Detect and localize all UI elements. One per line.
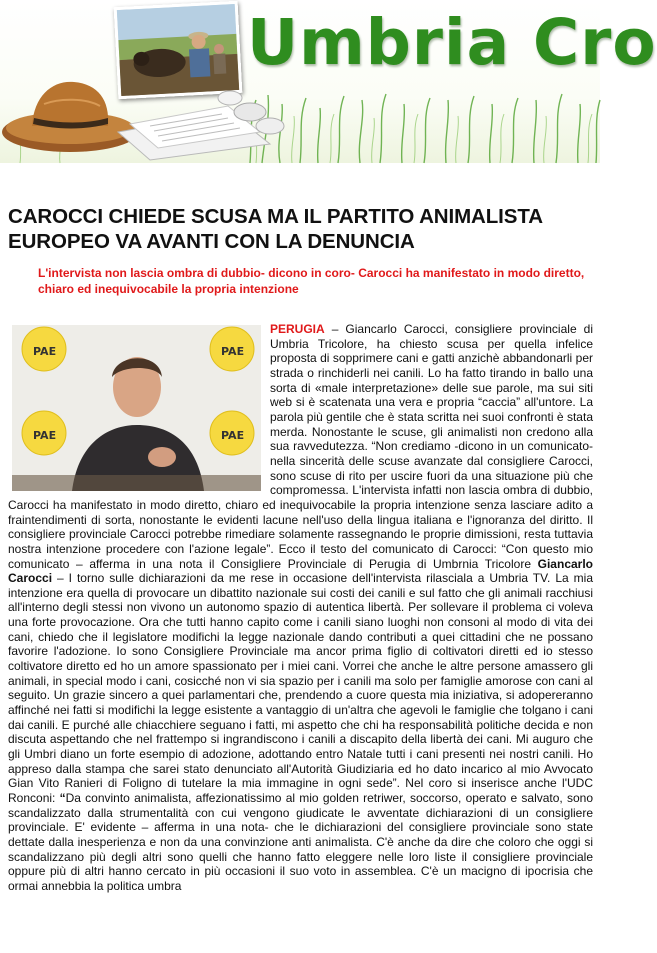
newspaper-pile-icon (110, 82, 290, 160)
pae-logo-left-bottom (22, 411, 66, 455)
quote-mark: “ (59, 791, 66, 805)
article-subhead: L'intervista non lascia ombra di dubbio- dicono in coro- Carocci ha manifestato in modo diretto, chiaro ed inequivocabile la propria intenzione (38, 266, 585, 296)
article-photo (12, 325, 261, 491)
dateline: PERUGIA (270, 322, 325, 336)
paragraph-text-2: – I torno sulle dichiarazioni da me rese in occasione dell'intervista rilasciala a Umbria TV. La mia intenzione era quella di provocare un dibattito nazionale sui costi dei canili e sul fatto che gli animali racchiusi all'interno degli stessi non vivono un autonomo spazio di autentica libertà. Per sollevare il problema ci voleva una forte provocazione. Ora che tutti hanno capito come i canili siano luoghi non consoni al modo di vita dei cani, chiedo che il legislatore modifichi la legge nazionale dando contributi a quei cittadini che ne possano favorire l'adozione. Io sono Consigliere Provinciale ma ancor prima figlio di coltivatori diretti ed io stesso coltivatore diretto ed ho un amore spassionato per i miei cani. Vorrei che anche le altre persone amassero gli animali, in special modo i cani, cosicché non vi sia spazio per i canili ma solo per famiglie amorose con cani al seguito. Un grazie sincero a quei parlamentari che, prendendo a cuore questa mia iniziativa, si adopereranno affinché nei fatti si modifichi la legge esistente a vantaggio di un'altra che agevoli le famiglie che tolgano i cani dai canili. E purché alle chiacchiere seguano i fatti, mi aspetto che chi ha responsabilità politiche decida e non discuta aspettando che nel frattempo si ingrandiscono i canili a discapito della libertà dei cani. Mi auguro che gli Umbri diano un forte esempio di adozione, adottando entro Natale tutti i cani presenti nei nostri canili. Ho appreso dalla stampa che sarei stato denunciato all'Autorità Giudiziaria ed ho dato incarico al mio Avvocato Gian Vito Ranieri di Foligno di tutelare la mia immagine in ogni sede”. Nel coro si inserisce anche l'UDC Ronconi: (8, 571, 593, 805)
site-brand[interactable]: Umbria Cro (247, 6, 657, 79)
article-body (8, 322, 593, 894)
press-conference-photo (12, 325, 261, 491)
pae-logo-right-top (210, 327, 254, 371)
pae-logo-right-bottom (210, 411, 254, 455)
paragraph-text-3: Da convinto animalista, affezionatissimo al mio golden retriwer, soccorso, operato e salvato, sono scandalizzato dalla strumentalità con cui vengono giudicate le avventate dichiarazioni di un consigliere provinciale. E' evidente – afferma in una nota- che le dichiarazioni del consigliere provinciale sono state dettate dalla inesperienza e non da una convinzione anti animalista. C'è anche da dire che coloro che oggi si scandalizzano più degli altri sono quelli che hanno fatto eleggere nelle loro liste il consigliere provinciale oppure più di altri hanno cercato in più occasioni il suo voto in assemblea. C'è un macigno di ipocrisia che ormai annebbia la politica umbra (8, 791, 593, 893)
svg-text:PAE: PAE (33, 429, 57, 442)
quoted-name: Giancarlo Carocci (8, 556, 593, 586)
header-banner (0, 0, 657, 163)
svg-text:PAE: PAE (221, 429, 245, 442)
svg-text:PAE: PAE (33, 345, 57, 358)
article-headline: CAROCCI CHIEDE SCUSA MA IL PARTITO ANIMALISTA EUROPEO VA AVANTI CON LA DENUNCIA (8, 205, 543, 253)
svg-text:PAE: PAE (221, 345, 245, 358)
pae-logo-left-top (22, 327, 66, 371)
paragraph-text-1: – Giancarlo Carocci, consigliere provinciale di Umbria Tricolore, ha chiesto scusa per quella infelice proposta di sopprimere cani e gatti anzichè abbandonarli per strada o rinchiderli nei canili. Lo ha fatto tirando in ballo una sorta di «male interpretazione» delle sue parole, ma sui siti web si è scatenata una vera e propria “caccia” all'untore. La parola più gentile che è stata scritta nei suoi confronti è stata merda. Nonostante le scuse, gli animalisti non credono alla sua ravvedutezza. “Non crediamo -dicono in un comunicato- nella sincerità delle scuse avanzate dal consigliere Carocci, sono scuse di rito per uscire fuori da una situazione più che compromessa. L'intervista infatti non lascia ombra di dubbio, Carocci ha manifestato in modo diretto, chiaro ed inequivocabile la propria intenzione senza lasciare adito a fraintendimenti di sorta, nonostante le evidenti lacune nell'uso della lingua italiana e l'ignoranza del diritto. Il consigliere provinciale Carocci potrebbe rimediare solamente rassegnando le proprie dimissioni, resta tuttavia nostra intenzione procedere con l'azione legale”. Ecco il testo del comunicato di Carocci: “Con questo mio comunicato – afferma in una nota il Consigliere Provinciale di Perugia di Umbrnia Tricolore (8, 322, 593, 571)
